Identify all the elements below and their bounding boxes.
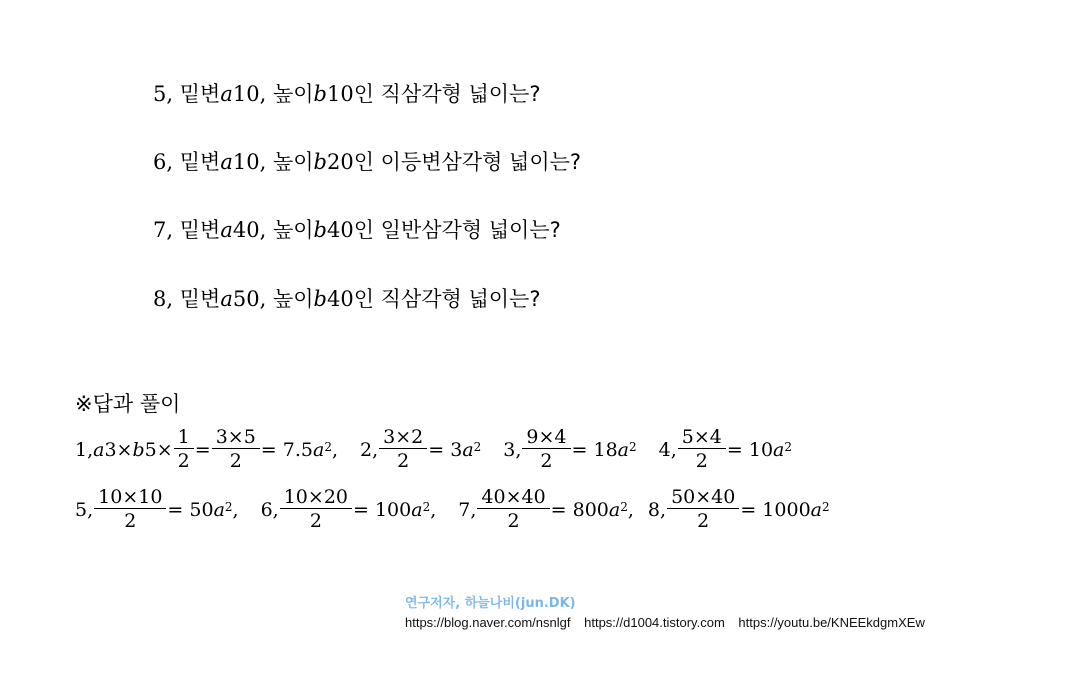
answer-row-1 <box>75 426 792 473</box>
fraction: $\frac{40\times 40}{2}$ <box>479 486 547 533</box>
answer-6: 6, $\frac{10\times 20}{2}$ = 100 a $^2$ , <box>260 486 437 532</box>
author-credit: 연구저자, 하늘나비(jun.DK) <box>405 596 576 611</box>
youtube-link[interactable]: https://youtu.be/KNEEkdgmXEw <box>738 615 925 630</box>
credit-links <box>405 615 935 630</box>
answer-3: 3, $\frac{9\times 4}{2}$ = 18 a $^2$ <box>503 426 637 472</box>
fraction: $\frac{10\times 10}{2}$ <box>96 486 164 533</box>
fraction: $\frac{5\times 4}{2}$ <box>680 426 724 473</box>
answer-8: 8, $\frac{50\times 40}{2}$ = 1000 a $^2$ <box>647 486 830 532</box>
question-6: 6, 밑변a10, 높이b20인 이등변삼각형 넓이는? <box>153 150 582 174</box>
question-5: 5, 밑변a10, 높이b10인 직삼각형 넓이는? <box>153 82 541 106</box>
fraction: $\frac{1}{2}$ <box>176 426 192 473</box>
fraction: $\frac{50\times 40}{2}$ <box>669 486 737 533</box>
blog-link[interactable]: https://blog.naver.com/nsnlgf <box>405 615 571 630</box>
answer-7: 7, $\frac{40\times 40}{2}$ = 800 a $^2$ , <box>458 486 634 532</box>
answer-5: 5, $\frac{10\times 10}{2}$ = 50 a $^2$ , <box>75 486 239 532</box>
fraction: $\frac{3\times 5}{2}$ <box>214 426 258 473</box>
answers-heading: ※답과 풀이 <box>75 392 181 416</box>
fraction: $\frac{9\times 4}{2}$ <box>524 426 568 473</box>
fraction: $\frac{10\times 20}{2}$ <box>282 486 350 533</box>
answer-2: 2, $\frac{3\times 2}{2}$ = 3 a $^2$ <box>360 426 482 472</box>
question-8: 8, 밑변a50, 높이b40인 직삼각형 넓이는? <box>153 287 541 311</box>
answer-4: 4, $\frac{5\times 4}{2}$ = 10 a $^2$ <box>658 426 792 472</box>
fraction: $\frac{3\times 2}{2}$ <box>381 426 425 473</box>
answer-row-2 <box>75 486 830 533</box>
answer-1: 1, a 3× b 5× $\frac{1}{2}$ = $\frac{3\times 5}{2}$ = 7.5 a $^2$ , <box>75 426 338 472</box>
tistory-link[interactable]: https://d1004.tistory.com <box>584 615 725 630</box>
question-7: 7, 밑변a40, 높이b40인 일반삼각형 넓이는? <box>153 218 561 242</box>
